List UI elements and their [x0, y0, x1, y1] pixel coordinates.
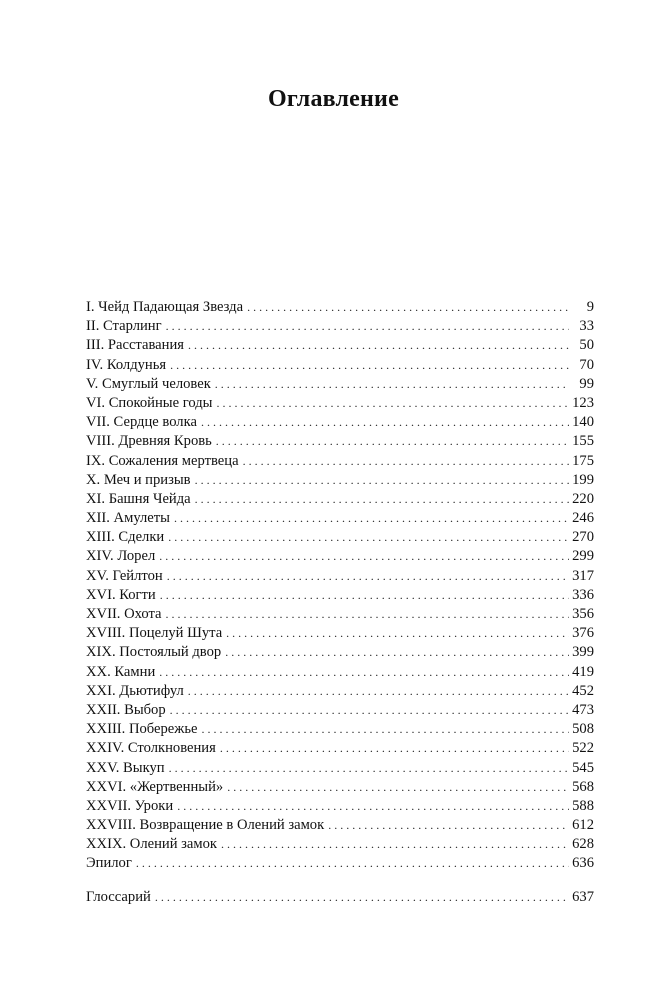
dot-leader: [174, 509, 569, 528]
toc-entry-label: XXIV. Столкновения: [86, 740, 216, 757]
toc-entry-page: 522: [572, 740, 594, 757]
toc-entry-label: IV. Колдунья: [86, 356, 167, 373]
toc-entry: [86, 854, 594, 873]
toc-entry-page: 270: [572, 529, 594, 546]
toc-entry-label: XIV. Лорел: [86, 548, 156, 565]
toc-entry-label: II. Старлинг: [86, 318, 162, 335]
dot-leader: [202, 720, 570, 739]
toc-entry: [86, 643, 594, 662]
toc-entry-page: 588: [572, 797, 594, 814]
toc-entry-label: Глоссарий: [86, 888, 151, 905]
toc-entry-page: 336: [572, 586, 594, 603]
toc-entry-page: 637: [572, 888, 594, 905]
dot-leader: [188, 682, 569, 701]
toc-entry: [86, 739, 594, 758]
dot-leader: [167, 567, 569, 586]
toc-entry-page: 99: [579, 375, 594, 392]
toc-entry-page: 246: [572, 510, 594, 527]
toc-entry: [86, 586, 594, 605]
table-of-contents: [86, 298, 594, 907]
dot-leader: [155, 888, 569, 907]
toc-entry: [86, 567, 594, 586]
toc-entry: [86, 682, 594, 701]
toc-entry-label: XXVI. «Жертвенный»: [86, 778, 224, 795]
dot-leader: [221, 835, 569, 854]
toc-entry-page: 452: [572, 682, 594, 699]
toc-entry-page: 175: [572, 452, 594, 469]
dot-leader: [216, 394, 569, 413]
toc-entry-page: 508: [572, 721, 594, 738]
dot-leader: [166, 605, 569, 624]
toc-entry: [86, 701, 594, 720]
toc-entry: [86, 471, 594, 490]
dot-leader: [225, 643, 569, 662]
toc-entry-label: XXI. Дьютифул: [86, 682, 184, 699]
toc-entry-label: III. Расставания: [86, 337, 184, 354]
toc-entry-label: Эпилог: [86, 855, 132, 872]
toc-entry-label: I. Чейд Падающая Звезда: [86, 299, 244, 315]
dot-leader: [169, 759, 569, 778]
toc-entry: [86, 720, 594, 739]
toc-entry-label: XVII. Охота: [86, 606, 162, 622]
toc-entry-label: XXII. Выбор: [86, 701, 166, 718]
toc-entry-page: 70: [579, 356, 594, 373]
toc-entry-page: 473: [572, 701, 594, 718]
toc-entry: [86, 432, 594, 451]
toc-entry: [86, 317, 594, 336]
dot-leader: [201, 413, 569, 432]
toc-entry: [86, 336, 594, 355]
toc-entry: [86, 356, 594, 375]
toc-entry-page: 399: [572, 644, 594, 661]
dot-leader: [160, 586, 569, 605]
toc-entry-glossary: [86, 888, 594, 907]
toc-entry: [86, 547, 594, 566]
toc-entry: [86, 778, 594, 797]
toc-entry-page: 612: [572, 817, 594, 834]
toc-entry-label: XXIII. Побережье: [86, 721, 198, 738]
toc-entry-page: 636: [572, 855, 594, 872]
toc-entry: [86, 509, 594, 528]
toc-entry-label: XVIII. Поцелуй Шута: [86, 625, 223, 642]
toc-entry-page: 568: [572, 778, 594, 795]
dot-leader: [220, 739, 569, 758]
toc-entry: [86, 663, 594, 682]
dot-leader: [177, 797, 569, 816]
dot-leader: [195, 490, 569, 509]
toc-entry: [86, 797, 594, 816]
dot-leader: [195, 471, 569, 490]
dot-leader: [243, 452, 569, 471]
toc-entry-page: 220: [572, 490, 594, 507]
toc-entry-label: XXIX. Олений замок: [86, 836, 218, 853]
toc-entry-page: 199: [572, 471, 594, 488]
toc-entry: [86, 375, 594, 394]
toc-entry-page: 155: [572, 433, 594, 450]
toc-entry-page: 9: [586, 299, 594, 315]
toc-entry-label: VI. Спокойные годы: [86, 394, 213, 411]
dot-leader: [136, 854, 569, 873]
toc-entry: [86, 624, 594, 643]
dot-leader: [168, 528, 569, 547]
dot-leader: [170, 356, 569, 375]
toc-entry-label: V. Смуглый человек: [86, 375, 211, 392]
toc-entry-page: 299: [572, 548, 594, 565]
toc-entry-page: 317: [572, 567, 594, 584]
toc-entry: [86, 490, 594, 509]
toc-entry-label: XIX. Постоялый двор: [86, 644, 222, 661]
toc-entry-label: XI. Башня Чейда: [86, 490, 191, 507]
toc-entry-page: 376: [572, 625, 594, 642]
chapter-list: [86, 298, 594, 874]
toc-entry: [86, 394, 594, 413]
toc-entry: [86, 816, 594, 835]
toc-entry-label: XXV. Выкуп: [86, 759, 165, 776]
toc-entry-label: XII. Амулеты: [86, 510, 170, 527]
page-title: Оглавление: [268, 86, 399, 112]
toc-entry-label: XV. Гейлтон: [86, 567, 163, 584]
toc-entry: [86, 528, 594, 547]
dot-leader: [227, 778, 569, 797]
toc-entry-label: IX. Сожаления мертвеца: [86, 452, 239, 469]
toc-entry-page: 356: [572, 606, 594, 622]
dot-leader: [328, 816, 569, 835]
dot-leader: [159, 663, 569, 682]
toc-entry-label: XXVIII. Возвращение в Олений замок: [86, 817, 325, 834]
toc-entry-page: 545: [572, 759, 594, 776]
toc-entry-label: XIII. Сделки: [86, 529, 165, 546]
toc-entry: [86, 413, 594, 432]
dot-leader: [159, 547, 569, 566]
toc-entry-page: 419: [572, 663, 594, 680]
dot-leader: [170, 701, 569, 720]
toc-entry-page: 123: [572, 394, 594, 411]
dot-leader: [188, 336, 569, 355]
dot-leader: [166, 317, 569, 336]
toc-entry-label: XX. Камни: [86, 663, 156, 680]
toc-entry-label: VIII. Древняя Кровь: [86, 433, 212, 450]
dot-leader: [215, 375, 569, 394]
toc-entry-label: XVI. Когти: [86, 586, 156, 603]
dot-leader: [226, 624, 569, 643]
toc-entry-page: 628: [572, 836, 594, 853]
dot-leader: [247, 298, 569, 317]
toc-entry-page: 140: [572, 414, 594, 431]
toc-entry: [86, 605, 594, 624]
toc-entry-label: VII. Сердце волка: [86, 414, 197, 431]
toc-entry: [86, 759, 594, 778]
toc-entry: [86, 298, 594, 317]
toc-entry: [86, 835, 594, 854]
toc-entry-label: XXVII. Уроки: [86, 797, 174, 814]
section-gap: [86, 874, 594, 888]
toc-entry: [86, 452, 594, 471]
dot-leader: [216, 432, 569, 451]
toc-entry-page: 50: [579, 337, 594, 354]
toc-entry-label: X. Меч и призыв: [86, 471, 191, 488]
toc-entry-page: 33: [579, 318, 594, 335]
